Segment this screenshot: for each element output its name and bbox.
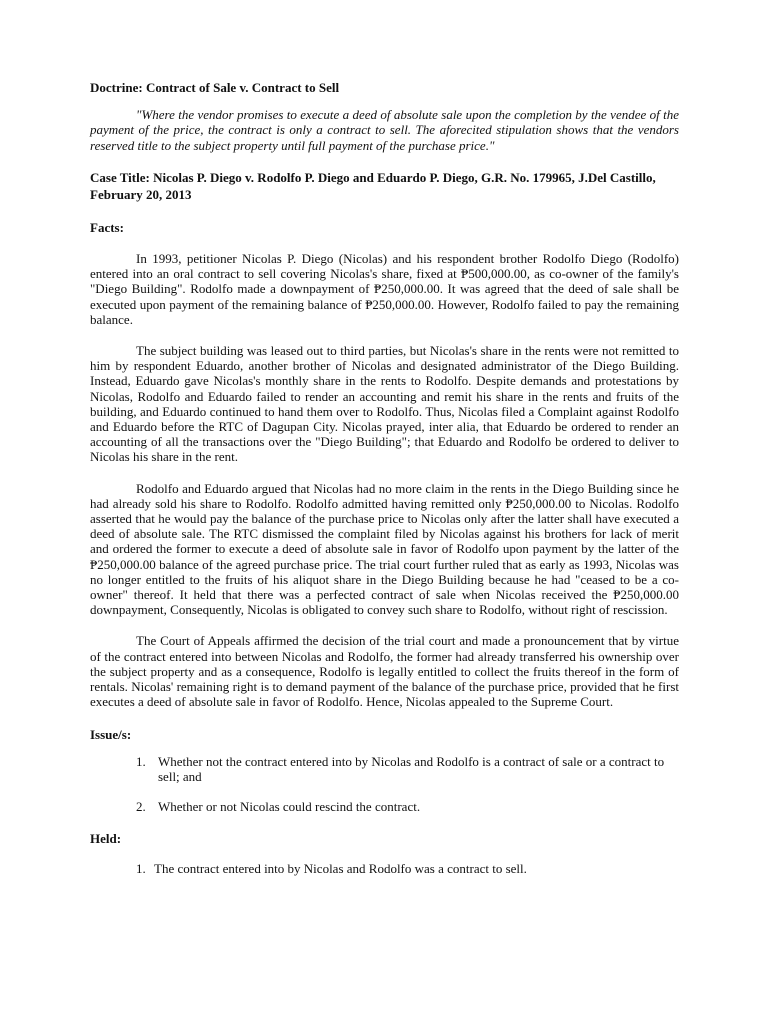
facts-paragraph-3: Rodolfo and Eduardo argued that Nicolas had no more claim in the rents in the Diego Building since he had already sold his share to Rodolfo. Rodolfo admitted having remitted only ₱250,000.00 to Nicolas. Rodolfo asserted that he would pay the balance of the purchase price to Nicolas only after the latter shall have executed a deed of absolute sale. The RTC dismissed the complaint filed by Nicolas against his brothers for lack of merit and ordered the former to execute a deed of absolute sale in favor of Rodolfo upon payment by the latter of the ₱250,000.00 balance of the agreed purchase price. The trial court further ruled that as early as 1993, Nicolas was no longer entitled to the fruits of his aliquot share in the Diego Building because he had "ceased to be a co-owner" thereof. It held that there was a perfected contract of sale when Nicolas received the ₱250,000.00 downpayment, Consequently, Nicolas is obligated to convey such share to Rodolfo, without right of rescission. [90, 480, 679, 618]
facts-paragraph-1: In 1993, petitioner Nicolas P. Diego (Nicolas) and his respondent brother Rodolfo Diego (Rodolfo) entered into an oral contract to sell covering Nicolas's share, fixed at ₱500,000.00, as co-owner of the family's "Diego Building". Rodolfo made a downpayment of ₱250,000.00. It was agreed that the deed of sale shall be executed upon payment of the remaining balance of ₱250,000.00. However, Rodolfo failed to pay the remaining balance. [90, 251, 679, 327]
case-title: Case Title: Nicolas P. Diego v. Rodolfo P. Diego and Eduardo P. Diego, G.R. No. 179965, J.Del Castillo, February 20, 2013 [90, 169, 656, 202]
doctrine-heading: Doctrine: Contract of Sale v. Contract to Sell [90, 80, 340, 95]
facts-paragraph-4: The Court of Appeals affirmed the decision of the trial court and made a pronouncement that by virtue of the contract entered into between Nicolas and Rodolfo, the former had already transferred his ownership over the subject property and as a consequence, Rodolfo is legally entitled to collect the fruits thereof in the form of rentals. Nicolas' remaining right is to demand payment of the balance of the purchase price, provided that he first executes a deed of absolute sale in favor of Rodolfo. Hence, Nicolas appealed to the Supreme Court. [90, 633, 679, 710]
issues-heading: Issue/s: [90, 726, 132, 742]
held-item-1 [90, 861, 679, 876]
issue-item-2 [90, 799, 679, 814]
held-text-1: The contract entered into by Nicolas and Rodolfo was a contract to sell. [154, 860, 527, 876]
issue-number-2: 2. [136, 799, 146, 815]
issue-item-1 [90, 754, 679, 784]
held-number-1: 1. [136, 860, 146, 876]
issue-text-1: Whether not the contract entered into by Nicolas and Rodolfo is a contract of sale or a contract to sell; and [158, 753, 665, 784]
issues-list [90, 754, 679, 815]
issue-number-1: 1. [136, 753, 146, 769]
issue-text-2: Whether or not Nicolas could rescind the contract. [158, 799, 421, 815]
doctrine-quote: "Where the vendor promises to execute a deed of absolute sale upon the completion by the vendee of the payment of the price, the contract is only a contract to sell. The aforecited stipulation shows that the vendors reserved title to the subject property until full payment of the purchase price." [90, 107, 679, 153]
held-heading: Held: [90, 831, 122, 847]
document-page [90, 70, 679, 876]
facts-heading: Facts: [90, 219, 124, 235]
facts-paragraph-2: The subject building was leased out to third parties, but Nicolas's share in the rents were not remitted to him by respondent Eduardo, another brother of Nicolas and designated administrator of the Diego Building. Instead, Eduardo gave Nicolas's monthly share in the rents to Rodolfo. Despite demands and protestations by Nicolas, Rodolfo and Eduardo failed to render an accounting and remit his share in the rents and fruits of the building, and Eduardo continued to hand them over to Rodolfo. Thus, Nicolas filed a Complaint against Rodolfo and Eduardo before the RTC of Dagupan City. Nicolas prayed, inter alia, that Eduardo be ordered to render an accounting of all the transactions over the "Diego Building"; that Eduardo and Rodolfo be ordered to deliver to Nicolas his share in the rent. [90, 343, 679, 465]
